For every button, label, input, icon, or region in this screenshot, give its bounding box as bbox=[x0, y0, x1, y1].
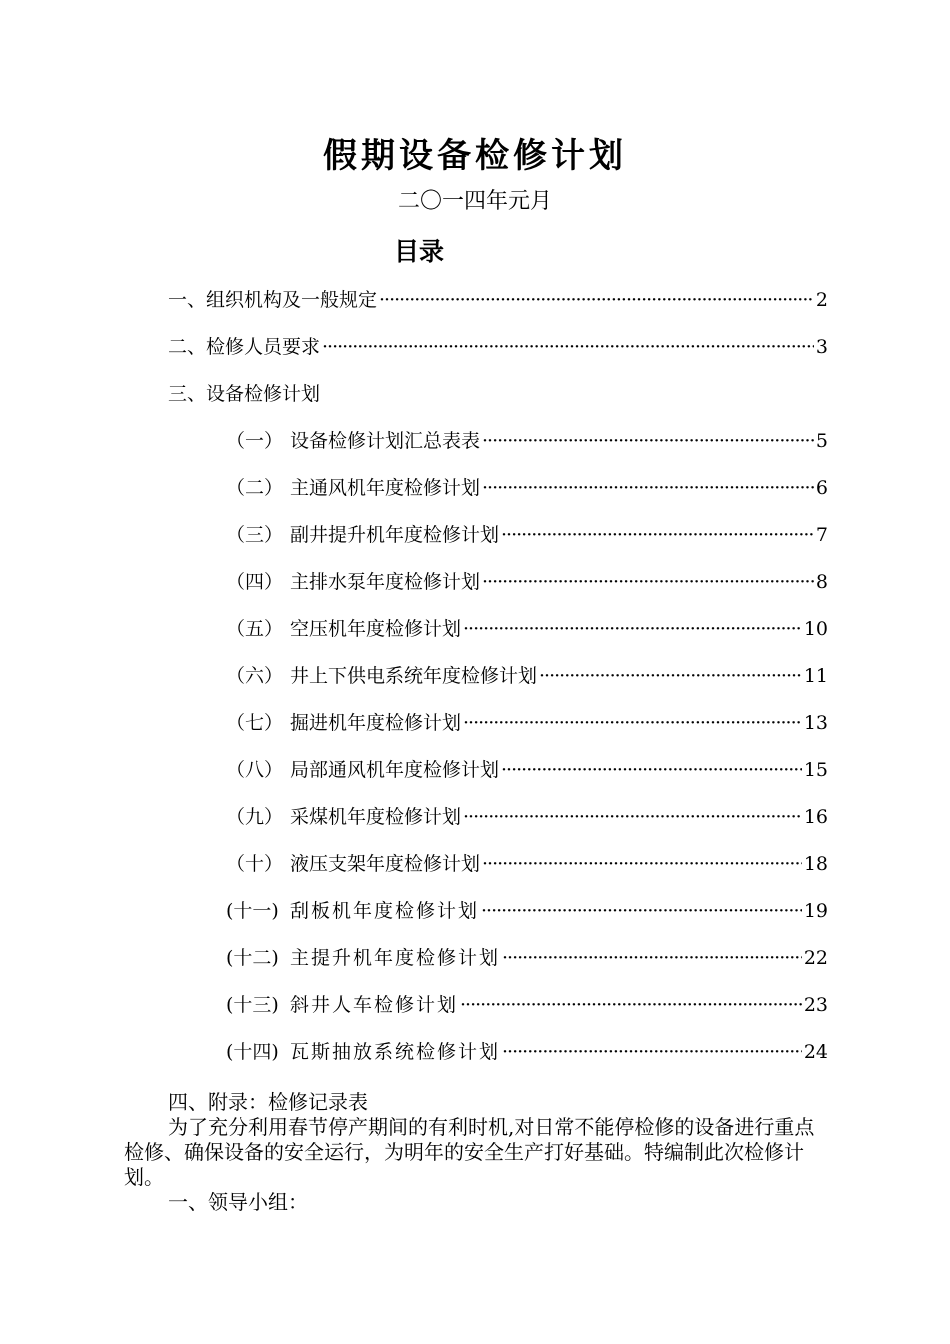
toc-subitem-number: （八） bbox=[226, 759, 284, 781]
toc-subitem-label: 刮板机年度检修计划 bbox=[290, 900, 480, 922]
document-date: 二〇一四年元月 bbox=[397, 189, 552, 214]
toc-item-label: 三、设备检修计划 bbox=[168, 383, 321, 405]
toc-item[interactable] bbox=[168, 382, 828, 406]
toc-subitem-label: 主提升机年度检修计划 bbox=[290, 947, 501, 969]
toc-page-number: 18 bbox=[803, 853, 828, 875]
toc-subitem[interactable] bbox=[226, 852, 828, 876]
toc-subitem-number: （十） bbox=[226, 853, 284, 875]
toc-subitem[interactable] bbox=[226, 664, 828, 688]
toc-subitem-label: 瓦斯抽放系统检修计划 bbox=[290, 1041, 501, 1063]
toc-page-number: 11 bbox=[803, 665, 828, 687]
toc-leader bbox=[501, 523, 814, 547]
toc-leader bbox=[482, 476, 814, 500]
toc-subitem-label: 设备检修计划汇总表表 bbox=[290, 430, 481, 452]
toc-subitem[interactable] bbox=[226, 711, 828, 735]
toc-subitem[interactable] bbox=[226, 993, 828, 1017]
toc-subitem-label: 局部通风机年度检修计划 bbox=[290, 759, 500, 781]
toc-subitem-label: 井上下供电系统年度检修计划 bbox=[290, 665, 538, 687]
toc-leader bbox=[322, 335, 814, 359]
toc-page-number: 3 bbox=[815, 336, 828, 358]
toc-leader bbox=[482, 429, 814, 453]
toc-leader bbox=[460, 993, 802, 1017]
toc-item[interactable] bbox=[168, 335, 828, 359]
toc-subitem-label: 液压支架年度检修计划 bbox=[290, 853, 481, 875]
toc-leader bbox=[481, 899, 802, 923]
section-heading: 一、领导小组： bbox=[168, 1190, 308, 1214]
section-heading-block bbox=[124, 1190, 830, 1215]
toc-subitem[interactable] bbox=[226, 476, 828, 500]
intro-paragraph: 为了充分利用春节停产期间的有利时机,对日常不能停检修的设备进行重点检修、确保设备的安全运行，为明年的安全生产打好基础。特编制此次检修计划。 bbox=[124, 1115, 815, 1189]
toc-subitem[interactable] bbox=[226, 523, 828, 547]
toc-page-number: 22 bbox=[803, 947, 828, 969]
toc-subitem-label: 空压机年度检修计划 bbox=[290, 618, 462, 640]
toc-page-number: 8 bbox=[815, 571, 828, 593]
toc-leader bbox=[502, 946, 802, 970]
toc-subitem[interactable] bbox=[226, 946, 828, 970]
toc-subitem-number: （五） bbox=[226, 618, 284, 640]
toc-subitem-number: （二） bbox=[226, 477, 284, 499]
toc-subitem-number: （四） bbox=[226, 571, 284, 593]
toc-page-number: 7 bbox=[815, 524, 828, 546]
toc-page-number: 23 bbox=[803, 994, 828, 1016]
toc-subitem-number: (十三) bbox=[226, 994, 279, 1016]
toc-leader bbox=[463, 711, 802, 735]
toc-leader bbox=[482, 570, 814, 594]
intro-paragraph-block bbox=[124, 1115, 830, 1190]
toc-subitem-label: 斜井人车检修计划 bbox=[290, 994, 459, 1016]
toc-item-label: 二、检修人员要求 bbox=[168, 336, 321, 358]
toc-subitem[interactable] bbox=[226, 429, 828, 453]
toc-subitem[interactable] bbox=[226, 758, 828, 782]
toc-subitem-number: （三） bbox=[226, 524, 284, 546]
toc-subitem-label: 采煤机年度检修计划 bbox=[290, 806, 462, 828]
toc-page-number: 16 bbox=[803, 806, 828, 828]
toc-subitem-label: 副井提升机年度检修计划 bbox=[290, 524, 500, 546]
toc-leader bbox=[379, 288, 814, 312]
toc-subitem-number: （六） bbox=[226, 665, 284, 687]
toc-appendix: 四、附录：检修记录表 bbox=[168, 1090, 368, 1114]
toc-subitem-label: 掘进机年度检修计划 bbox=[290, 712, 462, 734]
toc-subitem-label: 主排水泵年度检修计划 bbox=[290, 571, 481, 593]
toc-page-number: 15 bbox=[803, 759, 828, 781]
toc-subitem-number: （九） bbox=[226, 806, 284, 828]
toc-subitem[interactable] bbox=[226, 805, 828, 829]
document-title: 假期设备检修计划 bbox=[323, 136, 627, 176]
toc-page-number: 2 bbox=[815, 289, 828, 311]
toc-leader bbox=[539, 664, 802, 688]
toc-subitem-number: (十一) bbox=[226, 900, 279, 922]
toc-subitem-number: (十四) bbox=[226, 1041, 279, 1063]
toc-leader bbox=[501, 758, 802, 782]
toc-subitem-label: 主通风机年度检修计划 bbox=[290, 477, 481, 499]
toc-page-number: 13 bbox=[803, 712, 828, 734]
toc-leader bbox=[463, 805, 802, 829]
toc-subitem[interactable] bbox=[226, 899, 828, 923]
toc-page-number: 6 bbox=[815, 477, 828, 499]
toc-heading: 目录 bbox=[394, 237, 445, 266]
toc-subitem[interactable] bbox=[226, 1040, 828, 1064]
toc-item[interactable] bbox=[168, 288, 828, 312]
toc-page-number: 24 bbox=[803, 1041, 828, 1063]
toc-leader bbox=[463, 617, 802, 641]
toc-page-number: 5 bbox=[815, 430, 828, 452]
toc-subitem[interactable] bbox=[226, 617, 828, 641]
toc-subitem-number: （七） bbox=[226, 712, 284, 734]
toc-page-number: 19 bbox=[803, 900, 828, 922]
toc-leader bbox=[502, 1040, 802, 1064]
toc-leader bbox=[482, 852, 802, 876]
toc-subitem[interactable] bbox=[226, 570, 828, 594]
toc-page-number: 10 bbox=[803, 618, 828, 640]
toc-subitem-number: (十二) bbox=[226, 947, 279, 969]
toc-item-label: 一、组织机构及一般规定 bbox=[168, 289, 378, 311]
appendix-line bbox=[124, 1090, 830, 1115]
toc-subitem-number: （一） bbox=[226, 430, 284, 452]
